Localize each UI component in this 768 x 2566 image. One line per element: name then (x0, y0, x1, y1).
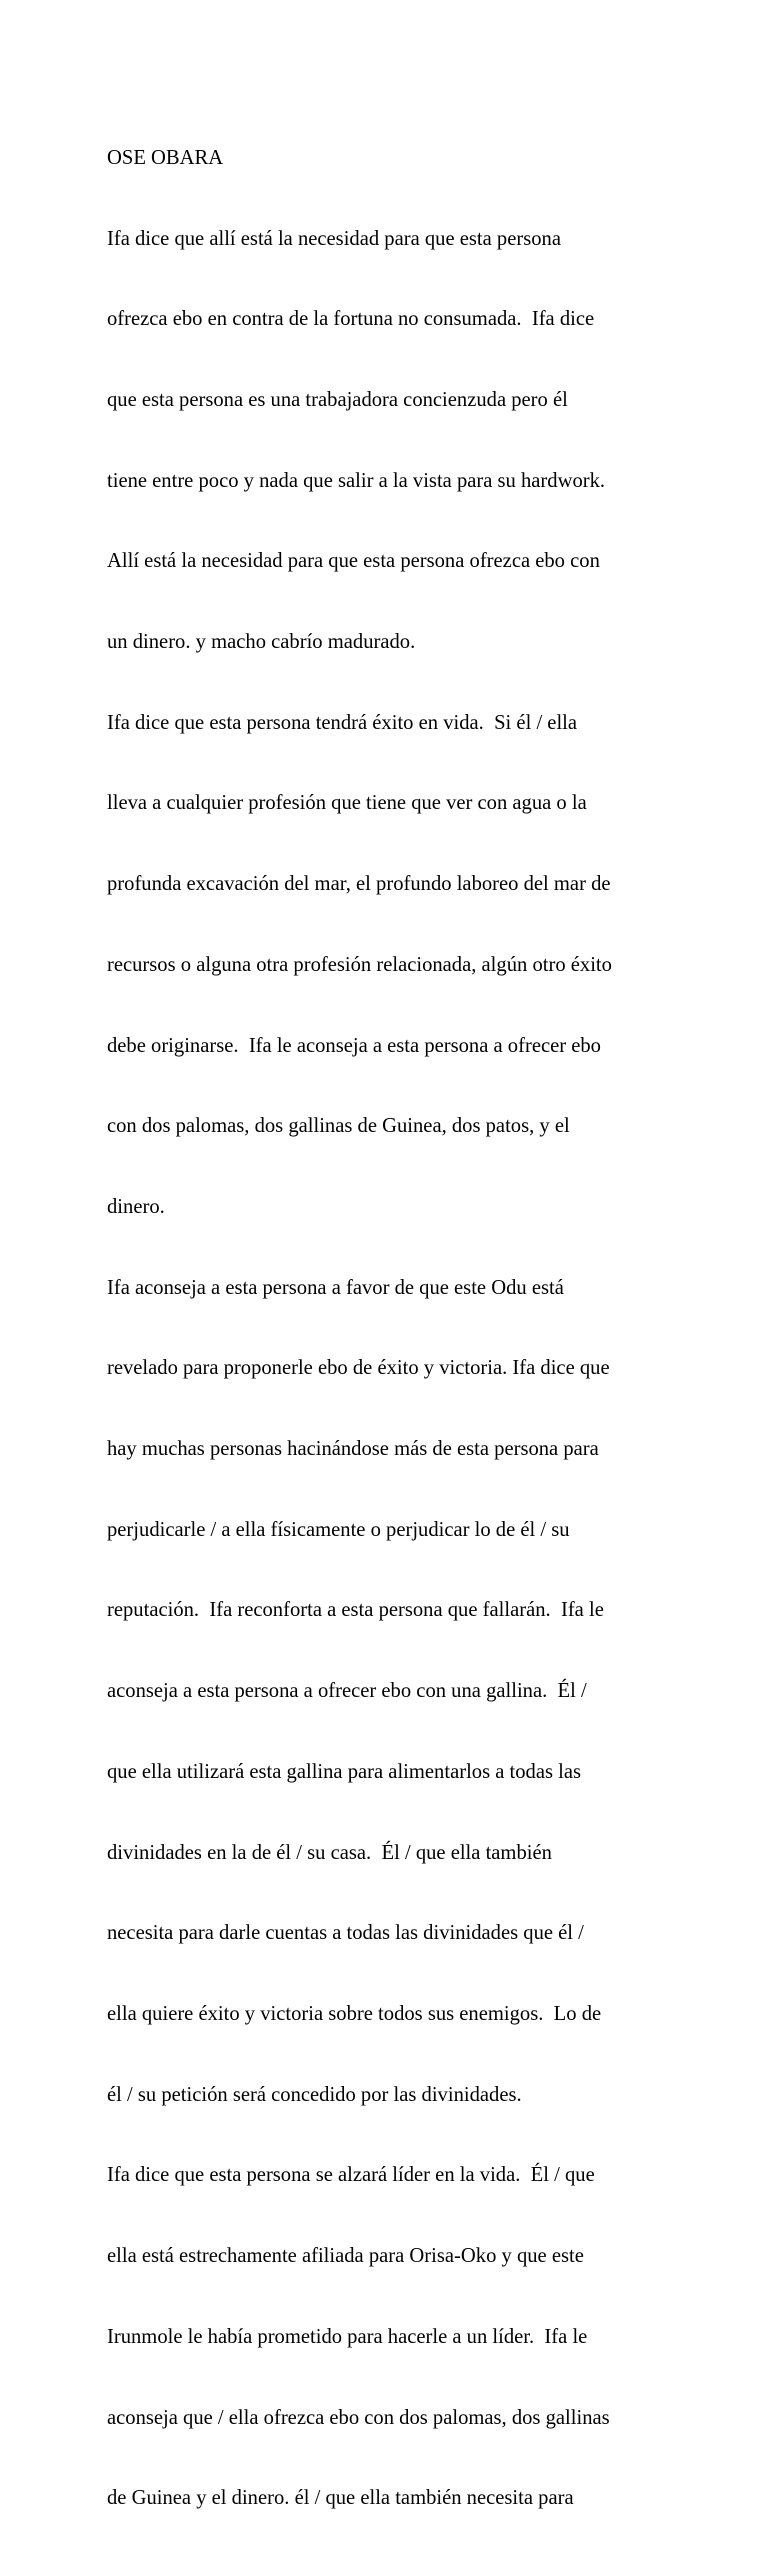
text-line: un dinero. y macho cabrío madurado. (107, 631, 416, 654)
text-line: de Guinea y el dinero. él / que ella también necesita para (107, 2487, 574, 2510)
text-line: tiene entre poco y nada que salir a la vista para su hardwork. (107, 469, 606, 492)
text-line: aconseja a esta persona a ofrecer ebo con una gallina. Él / (107, 1680, 587, 1703)
text-line: Ifa dice que esta persona se alzará líder en la vida. Él / que (107, 2164, 595, 2187)
text-line: Ifa aconseja a esta persona a favor de que este Odu está (107, 1276, 564, 1299)
text-line: ella está estrechamente afiliada para Orisa-Oko y que este (107, 2245, 584, 2268)
text-line: Ifa dice que esta persona tendrá éxito en vida. Si él / ella (107, 711, 578, 734)
text-line: él / su petición será concedido por las divinidades. (107, 2083, 522, 2106)
text-line: Ifa dice que allí está la necesidad para que esta persona (107, 227, 561, 250)
text-line: recursos o alguna otra profesión relacionada, algún otro éxito (107, 953, 612, 976)
text-line: profunda excavación del mar, el profundo laboreo del mar de (107, 873, 611, 896)
text-line: que esta persona es una trabajadora concienzuda pero él (107, 388, 568, 411)
text-line: Allí está la necesidad para que esta persona ofrezca ebo con (107, 550, 600, 573)
text-line: revelado para proponerle ebo de éxito y victoria. Ifa dice que (107, 1357, 610, 1380)
text-line: que ella utilizará esta gallina para alimentarlos a todas las (107, 1760, 582, 1783)
text-line: ella quiere éxito y victoria sobre todos sus enemigos. Lo de (107, 2002, 602, 2025)
text-line: Irunmole le había prometido para hacerle a un líder. Ifa le (107, 2325, 588, 2348)
text-line: hay muchas personas hacinándose más de esta persona para (107, 1438, 599, 1461)
text-line: divinidades en la de él / su casa. Él / que ella también (107, 1841, 552, 1864)
text-line: reputación. Ifa reconforta a esta persona que fallarán. Ifa le (107, 1599, 604, 1622)
text-line: necesita para darle cuentas a todas las divinidades que él / (107, 1922, 584, 1945)
text-line: con dos palomas, dos gallinas de Guinea, dos patos, y el (107, 1115, 570, 1138)
document-text (107, 91, 682, 2566)
text-line: aconseja que / ella ofrezca ebo con dos palomas, dos gallinas (107, 2406, 610, 2429)
text-line: debe originarse. Ifa le aconseja a esta persona a ofrecer ebo (107, 1034, 601, 1057)
document-title: OSE OBARA (107, 146, 224, 169)
text-line: ofrezca ebo en contra de la fortuna no consumada. Ifa dice (107, 308, 595, 331)
text-line: dinero. (107, 1195, 165, 1218)
text-line: perjudicarle / a ella físicamente o perjudicar lo de él / su (107, 1518, 570, 1541)
text-line: lleva a cualquier profesión que tiene que ver con agua o la (107, 792, 587, 815)
